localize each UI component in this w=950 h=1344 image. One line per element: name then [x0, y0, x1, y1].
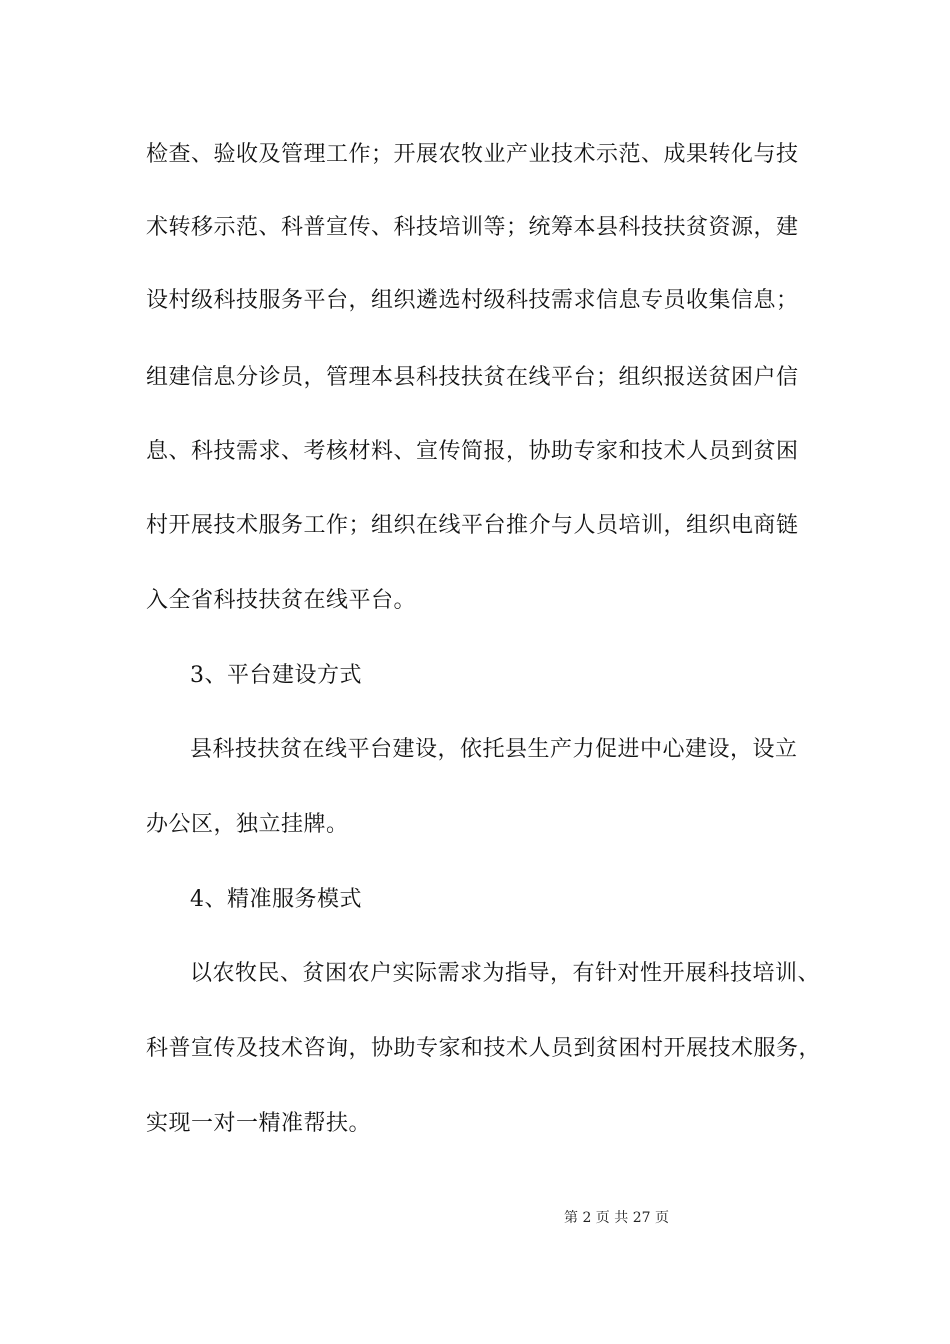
page-number: 第 2 页 共 27 页 — [564, 1210, 669, 1226]
paragraph-line: 科普宣传及技术咨询，协助专家和技术人员到贫困村开展技术服务， — [146, 1036, 822, 1061]
paragraph-line: 组建信息分诊员，管理本县科技扶贫在线平台；组织报送贫困户信 — [146, 365, 799, 390]
paragraph-line: 术转移示范、科普宣传、科技培训等；统筹本县科技扶贫资源，建 — [146, 215, 799, 240]
paragraph-line: 以农牧民、贫困农户实际需求为指导，有针对性开展科技培训、 — [190, 961, 821, 986]
paragraph-line: 息、科技需求、考核材料、宣传简报，协助专家和技术人员到贫困 — [146, 439, 799, 464]
paragraph-line: 入全省科技扶贫在线平台。 — [146, 588, 417, 613]
paragraph-line: 村开展技术服务工作；组织在线平台推介与人员培训，组织电商链 — [146, 513, 799, 538]
section-heading: 4、精准服务模式 — [190, 887, 362, 912]
paragraph-line: 实现一对一精准帮扶。 — [146, 1111, 372, 1136]
paragraph-line: 检查、验收及管理工作；开展农牧业产业技术示范、成果转化与技 — [146, 142, 799, 167]
paragraph-line: 县科技扶贫在线平台建设，依托县生产力促进中心建设，设立 — [190, 737, 798, 762]
paragraph-line: 设村级科技服务平台，组织遴选村级科技需求信息专员收集信息； — [146, 288, 799, 313]
section-heading: 3、平台建设方式 — [190, 663, 362, 688]
paragraph-line: 办公区，独立挂牌。 — [146, 812, 349, 837]
